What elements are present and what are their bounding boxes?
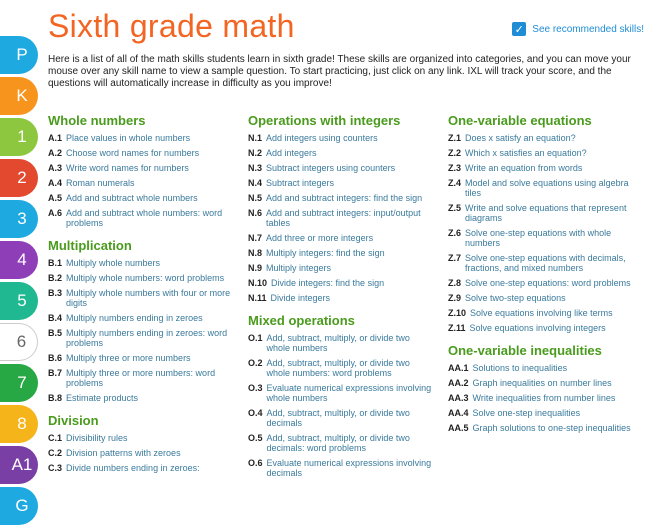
skill-link[interactable] [48, 288, 234, 308]
skill-name: Multiply integers [266, 263, 332, 273]
skill-code: O.4 [248, 408, 263, 418]
skill-name: Write inequalities from number lines [472, 393, 616, 403]
skill-code: N.1 [248, 133, 263, 143]
skill-code: C.1 [48, 433, 63, 443]
skill-link[interactable] [48, 433, 234, 443]
skill-link[interactable] [48, 368, 234, 388]
intro-text: Here is a list of all of the math skills students learn in sixth grade! These skills are organized into categories, and you can move your mouse over any skill name to view a sample question. To start practicing, just click on any link. IXL will track your score, and the questions will automatically increase in difficulty as you improve! [48, 54, 631, 89]
skill-link[interactable] [48, 133, 234, 143]
checkmark-icon: ✓ [512, 22, 526, 36]
skill-name: Solve equations involving like terms [470, 308, 613, 318]
skill-code: O.3 [248, 383, 263, 393]
skill-code: AA.2 [448, 378, 469, 388]
skill-code: Z.3 [448, 163, 462, 173]
skill-code: N.3 [248, 163, 263, 173]
skill-link[interactable] [448, 363, 640, 373]
skill-link[interactable] [248, 163, 434, 173]
skill-link[interactable] [448, 408, 640, 418]
category-heading: Division [48, 413, 99, 428]
skill-link[interactable] [448, 293, 640, 303]
category-heading: Whole numbers [48, 113, 146, 128]
skill-name: Add, subtract, multiply, or divide two whole numbers [266, 333, 410, 353]
skill-link[interactable] [248, 263, 434, 273]
skill-code: O.1 [248, 333, 263, 343]
skill-name: Write an equation from words [465, 163, 583, 173]
skill-name: Does x satisfy an equation? [465, 133, 576, 143]
category-heading: Mixed operations [248, 313, 355, 328]
skill-link[interactable] [48, 448, 234, 458]
skill-name: Solve one-step inequalities [472, 408, 581, 418]
skill-link[interactable] [48, 328, 234, 348]
grade-tab-5[interactable]: 5 [0, 282, 38, 320]
skill-name: Add, subtract, multiply, or divide two whole numbers: word problems [266, 358, 410, 378]
skill-link[interactable] [248, 293, 434, 303]
skill-name: Divide numbers ending in zeroes: [66, 463, 200, 473]
skill-code: Z.7 [448, 253, 462, 263]
skill-link[interactable] [448, 378, 640, 388]
skill-code: N.9 [248, 263, 263, 273]
skill-code: B.8 [48, 393, 63, 403]
skill-code: N.11 [248, 293, 267, 303]
skill-link[interactable] [48, 193, 234, 203]
skill-code: B.3 [48, 288, 63, 298]
skill-code: Z.10 [448, 308, 467, 318]
skill-name: Multiply whole numbers: word problems [66, 273, 225, 283]
skill-column [48, 113, 234, 478]
grade-tab-p[interactable]: P [0, 36, 38, 74]
category-heading: Multiplication [48, 238, 132, 253]
skill-link[interactable] [248, 178, 434, 188]
skill-code: O.6 [248, 458, 263, 468]
skill-link[interactable] [448, 133, 640, 143]
skill-name: Estimate products [66, 393, 139, 403]
skill-name: Evaluate numerical expressions involving decimals [266, 458, 432, 478]
skill-name: Solutions to inequalities [472, 363, 568, 373]
grade-tab-8[interactable]: 8 [0, 405, 38, 443]
skill-name: Solve one-step equations with whole numbers [465, 228, 612, 248]
category-heading: One-variable equations [448, 113, 592, 128]
grade-tabs [0, 0, 44, 515]
skill-name: Solve equations involving integers [469, 323, 606, 333]
skill-code: N.10 [248, 278, 268, 288]
skill-code: N.4 [248, 178, 263, 188]
skill-link[interactable] [48, 258, 234, 268]
skill-link[interactable] [448, 228, 640, 248]
skill-link[interactable] [448, 163, 640, 173]
skill-link[interactable] [248, 233, 434, 243]
grade-tab-1[interactable]: 1 [0, 118, 38, 156]
skill-link[interactable] [248, 208, 434, 228]
skill-link[interactable] [248, 133, 434, 143]
skill-name: Add and subtract integers: find the sign [266, 193, 423, 203]
skill-code: Z.11 [448, 323, 466, 333]
skill-name: Subtract integers [266, 178, 335, 188]
skill-name: Which x satisfies an equation? [465, 148, 587, 158]
skill-code: A.2 [48, 148, 63, 158]
skill-name: Graph inequalities on number lines [472, 378, 612, 388]
skill-name: Multiply integers: find the sign [266, 248, 385, 258]
skill-code: C.2 [48, 448, 63, 458]
skill-name: Evaluate numerical expressions involving whole numbers [266, 383, 432, 403]
skill-code: B.6 [48, 353, 63, 363]
skill-name: Add integers [266, 148, 317, 158]
skill-link[interactable] [248, 278, 434, 288]
skill-name: Divisibility rules [66, 433, 128, 443]
grade-tab-4[interactable]: 4 [0, 241, 38, 279]
skill-link[interactable] [448, 308, 640, 318]
skill-name: Solve one-step equations: word problems [465, 278, 631, 288]
skill-link[interactable] [448, 323, 640, 333]
skill-link[interactable] [248, 458, 434, 478]
category-heading: One-variable inequalities [448, 343, 602, 358]
skill-link[interactable] [448, 253, 640, 273]
skill-code: O.2 [248, 358, 263, 368]
skill-code: B.2 [48, 273, 63, 283]
skill-link[interactable] [48, 393, 234, 403]
skill-link[interactable] [248, 248, 434, 258]
skill-link[interactable] [448, 148, 640, 158]
recommended-skills-label: See recommended skills! [532, 23, 644, 35]
skill-code: N.2 [248, 148, 263, 158]
skill-code: B.7 [48, 368, 63, 378]
skill-column [448, 113, 640, 438]
grade-tab-k[interactable]: K [0, 77, 38, 115]
skill-code: B.4 [48, 313, 63, 323]
skill-name: Multiply whole numbers [66, 258, 161, 268]
skill-name: Write and solve equations that represent diagrams [465, 203, 627, 223]
grade-tab-2[interactable]: 2 [0, 159, 38, 197]
skill-name: Subtract integers using counters [266, 163, 396, 173]
skill-code: O.5 [248, 433, 263, 443]
skill-name: Multiply numbers ending in zeroes: word problems [66, 328, 228, 348]
skill-code: AA.5 [448, 423, 469, 433]
skill-name: Write word names for numbers [66, 163, 189, 173]
category-heading: Operations with integers [248, 113, 401, 128]
skill-name: Add and subtract whole numbers: word problems [66, 208, 223, 228]
skill-link[interactable] [48, 148, 234, 158]
skill-code: N.8 [248, 248, 263, 258]
skill-code: AA.4 [448, 408, 469, 418]
recommended-skills-link[interactable] [512, 22, 644, 36]
grade-tab-6[interactable]: 6 [0, 323, 38, 361]
skill-code: AA.3 [448, 393, 469, 403]
skill-link[interactable] [248, 383, 434, 403]
skill-name: Multiply whole numbers with four or more digits [66, 288, 231, 308]
skill-name: Place values in whole numbers [66, 133, 191, 143]
page-title: Sixth grade math [48, 8, 295, 44]
skill-name: Add and subtract integers: input/output tables [266, 208, 421, 228]
skill-code: Z.9 [448, 293, 462, 303]
grade-tab-a1[interactable]: A1 [0, 446, 38, 484]
skill-link[interactable] [48, 273, 234, 283]
skill-name: Add, subtract, multiply, or divide two decimals: word problems [266, 433, 410, 453]
skill-code: Z.6 [448, 228, 462, 238]
skill-name: Roman numerals [66, 178, 135, 188]
skill-link[interactable] [48, 353, 234, 363]
skill-name: Solve two-step equations [465, 293, 566, 303]
skill-name: Division patterns with zeroes [66, 448, 181, 458]
skill-link[interactable] [248, 358, 434, 378]
skill-name: Solve one-step equations with decimals, fractions, and mixed numbers [465, 253, 626, 273]
skill-code: A.6 [48, 208, 63, 218]
skill-name: Divide integers [270, 293, 331, 303]
skill-link[interactable] [248, 193, 434, 203]
skill-link[interactable] [48, 178, 234, 188]
skill-name: Graph solutions to one-step inequalities [472, 423, 631, 433]
skill-name: Add integers using counters [266, 133, 378, 143]
skill-code: A.5 [48, 193, 63, 203]
skill-name: Multiply numbers ending in zeroes [66, 313, 203, 323]
skill-code: B.5 [48, 328, 63, 338]
skill-name: Divide integers: find the sign [271, 278, 385, 288]
grade-tab-g[interactable]: G [0, 487, 38, 525]
skill-code: A.1 [48, 133, 63, 143]
skill-link[interactable] [248, 333, 434, 353]
skill-name: Add, subtract, multiply, or divide two decimals [266, 408, 410, 428]
skill-code: N.5 [248, 193, 263, 203]
skill-name: Add and subtract whole numbers [66, 193, 198, 203]
skill-link[interactable] [48, 208, 234, 228]
skill-code: Z.5 [448, 203, 462, 213]
skill-link[interactable] [48, 463, 234, 473]
skill-link[interactable] [248, 408, 434, 428]
skill-link[interactable] [248, 148, 434, 158]
skill-link[interactable] [248, 433, 434, 453]
skill-link[interactable] [448, 203, 640, 223]
skill-code: N.7 [248, 233, 263, 243]
skill-code: A.3 [48, 163, 63, 173]
skill-link[interactable] [448, 423, 640, 433]
skill-link[interactable] [448, 178, 640, 198]
skill-code: Z.8 [448, 278, 462, 288]
skill-name: Add three or more integers [266, 233, 374, 243]
skill-code: AA.1 [448, 363, 469, 373]
skill-code: C.3 [48, 463, 63, 473]
skill-link[interactable] [48, 163, 234, 173]
skill-name: Multiply three or more numbers: word problems [66, 368, 216, 388]
skill-code: B.1 [48, 258, 63, 268]
skill-code: A.4 [48, 178, 63, 188]
skill-name: Multiply three or more numbers [66, 353, 191, 363]
skill-code: Z.1 [448, 133, 462, 143]
grade-tab-3[interactable]: 3 [0, 200, 38, 238]
skill-code: N.6 [248, 208, 263, 218]
skill-name: Model and solve equations using algebra tiles [465, 178, 629, 198]
skill-name: Choose word names for numbers [66, 148, 200, 158]
skill-column [248, 113, 434, 483]
skill-code: Z.4 [448, 178, 462, 188]
skill-code: Z.2 [448, 148, 462, 158]
skill-link[interactable] [448, 393, 640, 403]
skill-link[interactable] [48, 313, 234, 323]
skill-link[interactable] [448, 278, 640, 288]
grade-tab-7[interactable]: 7 [0, 364, 38, 402]
